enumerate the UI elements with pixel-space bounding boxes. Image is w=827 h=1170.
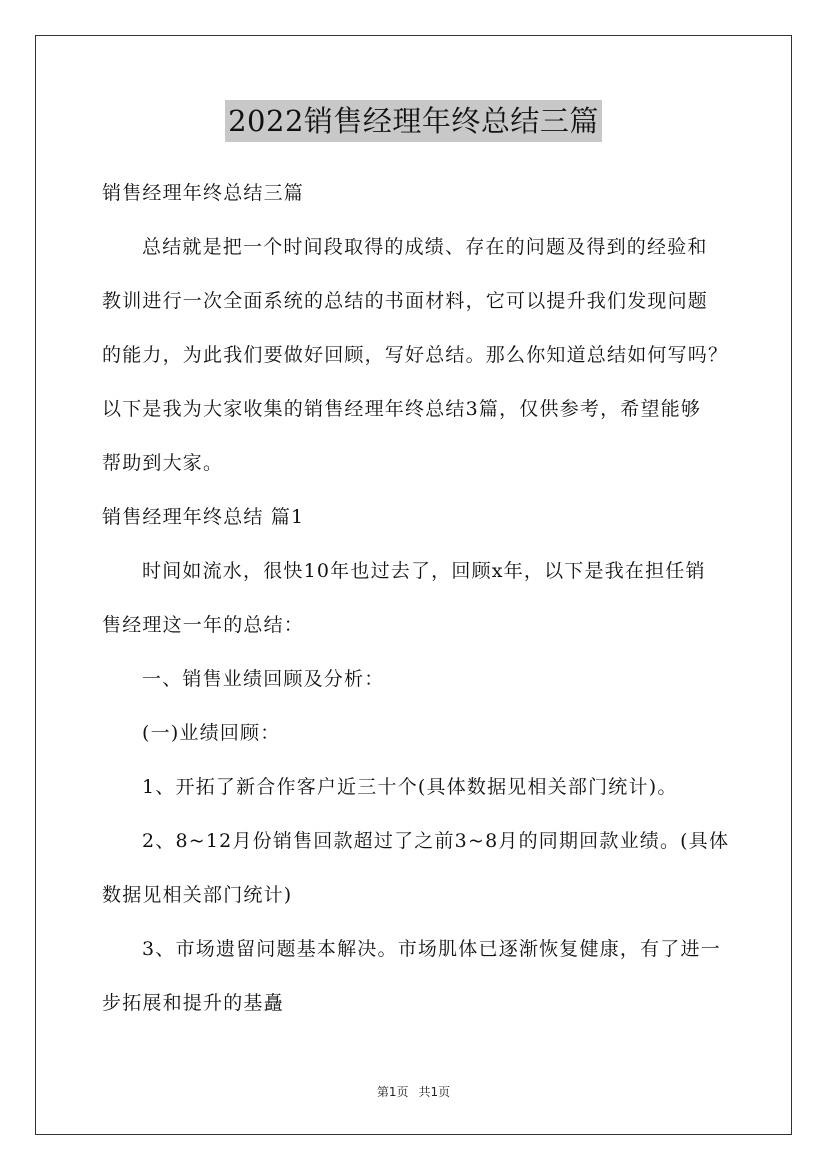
page-number: 第1页 [376, 1085, 409, 1099]
body-line: 时间如流水，很快10年也过去了，回顾x年，以下是我在担任销 [142, 560, 706, 582]
body-line: 总结就是把一个时间段取得的成绩、存在的问题及得到的经验和 [142, 236, 708, 258]
page-total: 共1页 [418, 1085, 451, 1099]
body-line: 以下是我为大家收集的销售经理年终总结3篇，仅供参考，希望能够 [102, 398, 702, 420]
page-footer [0, 1083, 827, 1101]
body-line: 的能力，为此我们要做好回顾，写好总结。那么你知道总结如何写吗？ [102, 344, 729, 366]
body-line: 3、市场遗留问题基本解决。市场肌体已逐渐恢复健康，有了进一 [142, 938, 721, 960]
body-line: (一)业绩回顾： [142, 722, 281, 744]
document-title: 2022销售经理年终总结三篇 [225, 100, 602, 142]
body-line: 数据见相关部门统计) [102, 884, 293, 906]
section-heading: 销售经理年终总结 篇1 [102, 506, 305, 528]
body-line: 1、开拓了新合作客户近三十个(具体数据见相关部门统计)。 [142, 776, 678, 798]
body-line: 步拓展和提升的基矗 [102, 992, 284, 1014]
subtitle-line: 销售经理年终总结三篇 [102, 182, 305, 204]
body-line: 2、8~12月份销售回款超过了之前3~8月的同期回款业绩。(具体 [142, 830, 730, 852]
body-line: 教训进行一次全面系统的总结的书面材料，它可以提升我们发现问题 [102, 290, 709, 312]
body-line: 帮助到大家。 [102, 452, 224, 474]
body-line: 售经理这一年的总结： [102, 614, 305, 636]
title-wrapper [0, 100, 827, 142]
body-line: 一、销售业绩回顾及分析： [142, 668, 385, 690]
